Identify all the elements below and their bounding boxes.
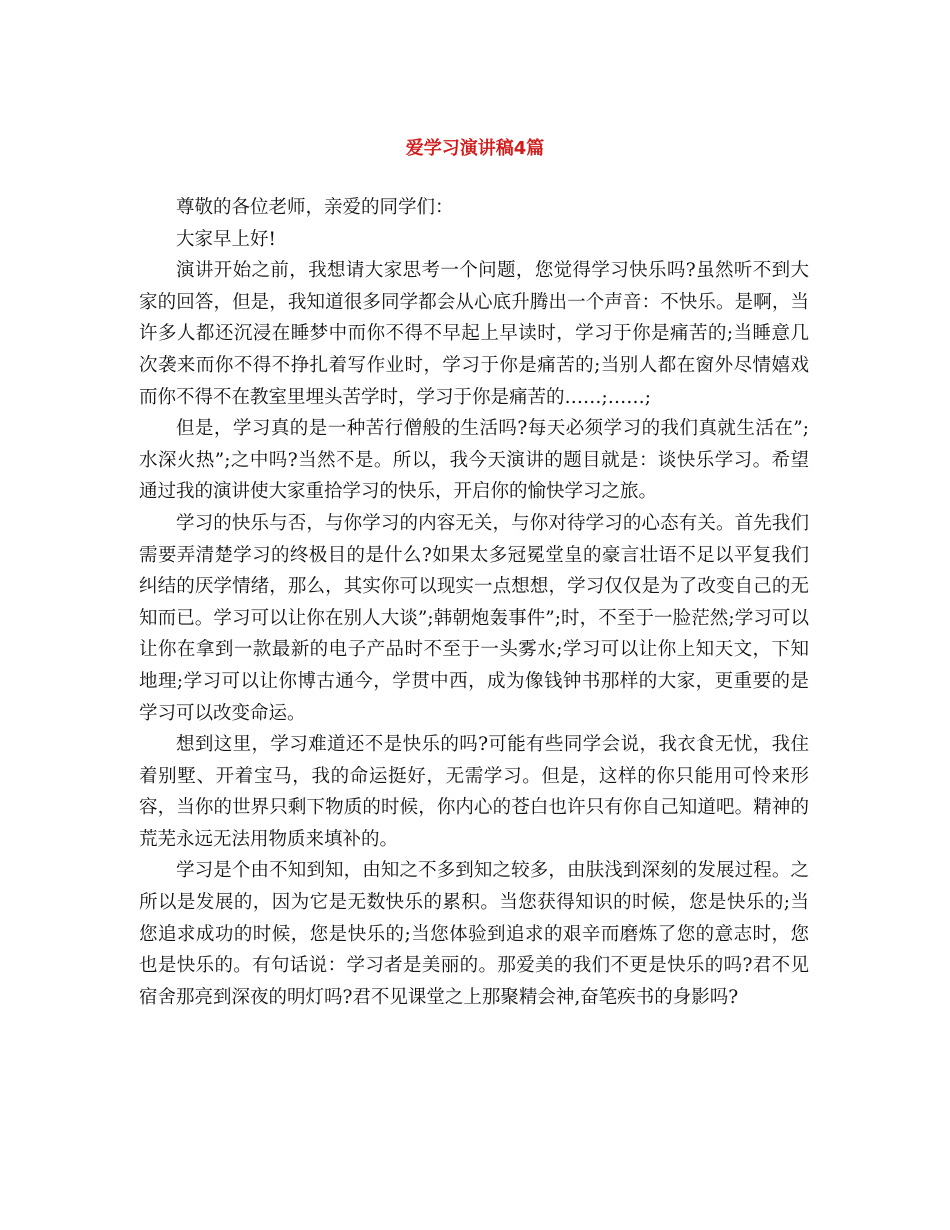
document-title: 爱学习演讲稿4篇	[405, 138, 545, 160]
body-paragraph: 但是，学习真的是一种苦行僧般的生活吗?每天必须学习的我们真就生活在”;水深火热”;之中吗?当然不是。所以，我今天演讲的题目就是：谈快乐学习。希望通过我的演讲使大家重拾学习的快乐，开启你的愉快学习之旅。	[139, 418, 809, 503]
salutation-paragraph: 尊敬的各位老师，亲爱的同学们：	[176, 197, 454, 218]
greeting-paragraph: 大家早上好!	[176, 228, 276, 250]
body-paragraph: 学习的快乐与否，与你学习的内容无关，与你对待学习的心态有关。首先我们需要弄清楚学习的终极目的是什么?如果太多冠冕堂皇的豪言壮语不足以平复我们纠结的厌学情绪，那么，其实你可以现实一点想想，学习仅仅是为了改变自己的无知而已。学习可以让你在别人大谈”;韩朝炮轰事件”;时，不至于一脸茫然;学习可以让你在拿到一款最新的电子产品时不至于一头雾水;学习可以让你上知天文，下知地理;学习可以让你博古通今，学贯中西，成为像钱钟书那样的大家，更重要的是学习可以改变命运。	[139, 512, 809, 724]
body-paragraph: 演讲开始之前，我想请大家思考一个问题，您觉得学习快乐吗?虽然听不到大家的回答，但是，我知道很多同学都会从心底升腾出一个声音：不快乐。是啊，当许多人都还沉浸在睡梦中而你不得不早起上早读时，学习于你是痛苦的;当睡意几次袭来而你不得不挣扎着写作业时，学习于你是痛苦的;当别人都在窗外尽情嬉戏而你不得不在教室里埋头苦学时，学习于你是痛苦的……;……;	[139, 260, 809, 408]
body-paragraph: 想到这里，学习难道还不是快乐的吗?可能有些同学会说，我衣食无忧，我住着别墅、开着宝马，我的命运挺好，无需学习。但是，这样的你只能用可怜来形容，当你的世界只剩下物质的时候，你内心的苍白也许只有你自己知道吧。精神的荒芜永远无法用物质来填补的。	[139, 734, 809, 850]
body-paragraph: 学习是个由不知到知，由知之不多到知之较多，由肤浅到深刻的发展过程。之所以是发展的，因为它是无数快乐的累积。当您获得知识的时候，您是快乐的;当您追求成功的时候，您是快乐的;当您体验到追求的艰辛而磨炼了您的意志时，您也是快乐的。有句话说：学习者是美丽的。那爱美的我们不更是快乐的吗?君不见宿舍那亮到深夜的明灯吗?君不见课堂之上那聚精会神,奋笔疾书的身影吗?	[139, 860, 809, 1008]
document-body	[139, 192, 809, 1013]
